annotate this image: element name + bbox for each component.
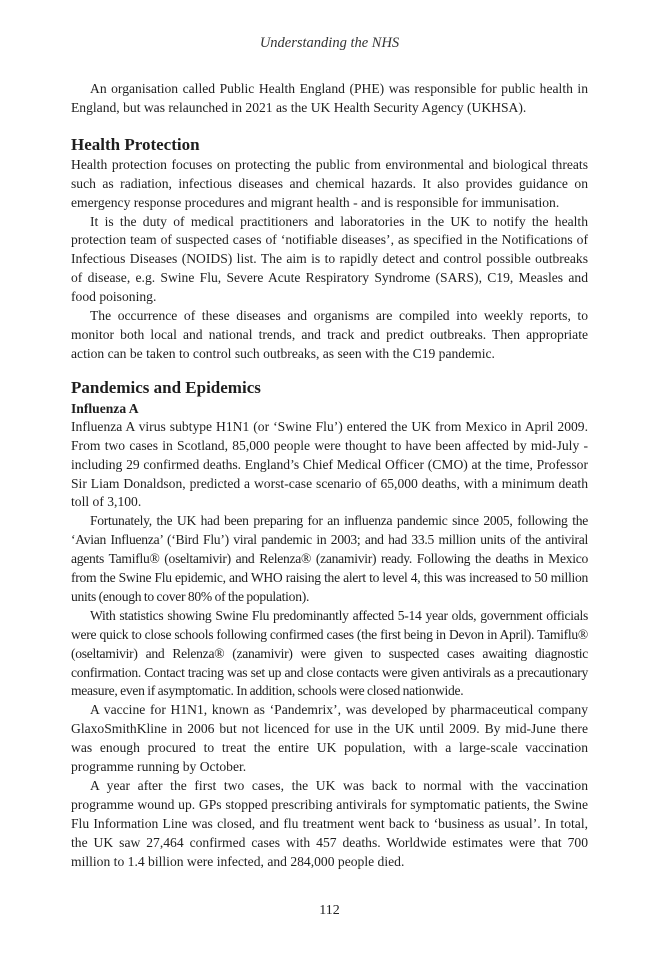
pandemics-paragraph-3: With statistics showing Swine Flu predominantly affected 5-14 year olds, government officials were quick to close schools following confirmed cases (the first being in Devon in April). Tamiflu® (oseltamivir) and Relenza® (zanamivir) were given to suspected cases awaiting diagnostic confirmation. Contact tracing was set up and close contacts were given antivirals as a precautionary measure, even if asymptomatic. In addition, schools were closed nationwide. bbox=[71, 607, 588, 699]
section-heading-pandemics: Pandemics and Epidemics bbox=[71, 377, 261, 397]
subheading-influenza-a: Influenza A bbox=[71, 400, 139, 416]
section-heading-health-protection: Health Protection bbox=[71, 134, 200, 154]
health-protection-paragraph-3: The occurrence of these diseases and organisms are compiled into weekly reports, to monitor both local and national trends, and track and predict outbreaks. Then appropriate action can be taken to control such outbreaks, as seen with the C19 pandemic. bbox=[71, 308, 588, 361]
page-number: 112 bbox=[319, 903, 340, 918]
pandemics-paragraph-5: A year after the first two cases, the UK was back to normal with the vaccination programme wound up. GPs stopped prescribing antivirals for symptomatic patients, the Swine Flu Information Line was closed, and flu treatment went back to ‘business as usual’. In total, the UK saw 27,464 confirmed cases with 457 deaths. Worldwide estimates were that 700 million to 1.4 billion were infected, and 284,000 people died. bbox=[71, 778, 588, 869]
pandemics-paragraph-1: Influenza A virus subtype H1N1 (or ‘Swine Flu’) entered the UK from Mexico in April 2009. From two cases in Scotland, 85,000 people were thought to have been affected by mid-July - including 29 confirmed deaths. England’s Chief Medical Officer (CMO) at the time, Professor Sir Liam Donaldson, predicted a worst-case scenario of 65,000 deaths, with a minimum death toll of 3,100. bbox=[71, 418, 588, 510]
page-body bbox=[71, 80, 588, 872]
pandemics-paragraph-2: Fortunately, the UK had been preparing for an influenza pandemic since 2005, following the ‘Avian Influenza’ (‘Bird Flu’) viral pandemic in 2003; and had 33.5 million units of the antiviral agents Tamiflu® (oseltamivir) and Relenza® (zanamivir) ready. Following the deaths in Mexico from the Swine Flu epidemic, and WHO raising the alert to level 4, this was increased to 50 million units (enough to cover 80% of the population). bbox=[71, 513, 588, 604]
intro-paragraph: An organisation called Public Health England (PHE) was responsible for public health in England, but was relaunched in 2021 as the UK Health Security Agency (UKHSA). bbox=[71, 81, 588, 115]
health-protection-paragraph-2: It is the duty of medical practitioners and laboratories in the UK to notify the health protection team of suspected cases of ‘notifiable diseases’, as specified in the Notifications of Infectious Diseases (NOIDS) list. The aim is to rapidly detect and control possible outbreaks of disease, e.g. Swine Flu, Severe Acute Respiratory Syndrome (SARS), C19, Measles and food poisoning. bbox=[71, 213, 588, 305]
health-protection-paragraph-1: Health protection focuses on protecting the public from environmental and biological threats such as radiation, infectious diseases and chemical hazards. It also provides guidance on emergency response procedures and migrant health - and is responsible for immunisation. bbox=[71, 156, 588, 210]
pandemics-paragraph-4: A vaccine for H1N1, known as ‘Pandemrix’, was developed by pharmaceutical company GlaxoSmithKline in 2006 but not licenced for use in the UK until 2009. By mid-June there was enough procured to treat the entire UK population, with a large-scale vaccination programme running by October. bbox=[71, 702, 588, 775]
running-header: Understanding the NHS bbox=[259, 35, 400, 51]
book-page bbox=[71, 0, 588, 959]
